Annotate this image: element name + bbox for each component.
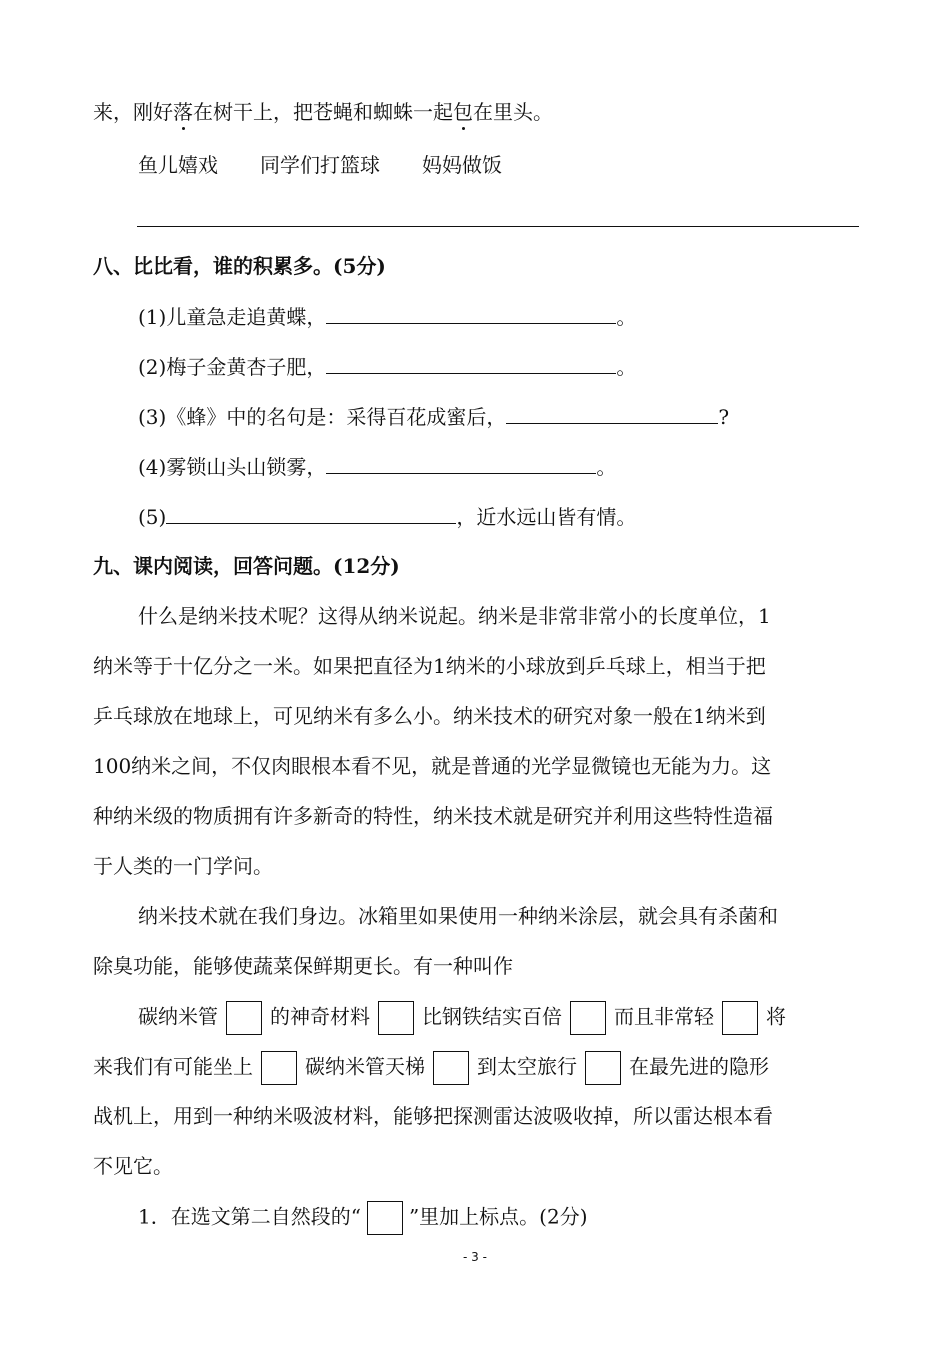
question-1 (138, 1201, 588, 1235)
item-text: (2)梅子金黄杏子肥， (138, 355, 327, 379)
fill-blank[interactable] (506, 401, 718, 424)
text-segment: 碳纳米管天梯 (305, 1054, 425, 1079)
punctuation-box[interactable] (570, 1001, 606, 1035)
text-segment: 在最先进的隐形 (629, 1054, 769, 1079)
fill-item (138, 301, 636, 332)
item-text: (1)儿童急走追黄蝶， (138, 305, 327, 329)
dotted-char: 包 (453, 97, 473, 127)
punctuation-box[interactable] (261, 1051, 297, 1085)
fill-blank[interactable] (166, 501, 456, 524)
fill-item (138, 351, 636, 382)
option-word: 妈妈做饭 (422, 153, 502, 177)
paragraph-line: 种纳米级的物质拥有许多新奇的特性，纳米技术就是研究并利用这些特性造福 (93, 804, 773, 828)
item-end: ，近水远山皆有情。 (456, 505, 637, 529)
text-segment: 将 (766, 1004, 786, 1029)
fill-item (138, 401, 729, 432)
fill-item (138, 451, 616, 482)
punctuation-box[interactable] (722, 1001, 758, 1035)
fill-blank[interactable] (326, 301, 616, 324)
item-end: ? (718, 405, 730, 429)
text-segment: 来我们有可能坐上 (93, 1054, 253, 1079)
paragraph-line: 什么是纳米技术呢？这得从纳米说起。纳米是非常非常小的长度单位，1 (138, 604, 771, 628)
answer-line[interactable] (137, 226, 859, 227)
paragraph-line: 纳米等于十亿分之一米。如果把直径为1纳米的小球放到乒乓球上，相当于把 (93, 654, 766, 678)
passage-continuation (93, 97, 553, 127)
fill-blank[interactable] (326, 451, 596, 474)
text-segment: 到太空旅行 (477, 1054, 577, 1079)
text-segment: 比钢铁结实百倍 (422, 1004, 562, 1029)
text-segment: 碳纳米管 (138, 1004, 218, 1029)
item-end: 。 (616, 355, 637, 379)
punctuation-box[interactable] (433, 1051, 469, 1085)
paragraph-line-with-boxes (138, 1001, 786, 1035)
text-segment: 而且非常轻 (614, 1004, 714, 1029)
section-heading: 九、课内阅读，回答问题。(12分) (93, 554, 400, 578)
dotted-char: 落 (173, 97, 193, 127)
option-word: 同学们打篮球 (260, 153, 380, 177)
text-segment: 在树干上，把苍蝇和蜘蛛一起 (193, 100, 453, 124)
punctuation-box[interactable] (585, 1051, 621, 1085)
paragraph-line: 乒乓球放在地球上，可见纳米有多么小。纳米技术的研究对象一般在1纳米到 (93, 704, 766, 728)
paragraph-line: 战机上，用到一种纳米吸波材料，能够把探测雷达波吸收掉，所以雷达根本看 (93, 1104, 773, 1128)
paragraph-line: 除臭功能，能够使蔬菜保鲜期更长。有一种叫作 (93, 954, 513, 978)
text-segment: 在里头。 (473, 100, 553, 124)
paragraph-line: 于人类的一门学问。 (93, 854, 273, 878)
paragraph-line: 纳米技术就在我们身边。冰箱里如果使用一种纳米涂层，就会具有杀菌和 (138, 904, 778, 928)
question-text: ”里加上标点。(2分) (408, 1204, 588, 1229)
question-text: 1．在选文第二自然段的“ (138, 1204, 361, 1229)
page-number: - 3 - (463, 1250, 487, 1264)
option-words (138, 150, 502, 180)
section-heading: 八、比比看，谁的积累多。(5分) (93, 254, 386, 278)
punctuation-box[interactable] (378, 1001, 414, 1035)
item-end: 。 (616, 305, 637, 329)
item-end: 。 (596, 455, 617, 479)
punctuation-box[interactable] (226, 1001, 262, 1035)
item-text: (5) (138, 505, 167, 529)
text-segment: 的神奇材料 (270, 1004, 370, 1029)
fill-blank[interactable] (326, 351, 616, 374)
paragraph-line: 不见它。 (93, 1154, 173, 1178)
punctuation-box[interactable] (367, 1201, 403, 1235)
item-text: (3)《蜂》中的名句是：采得百花成蜜后， (138, 405, 507, 429)
text-segment: 来，刚好 (93, 100, 173, 124)
option-word: 鱼儿嬉戏 (138, 153, 218, 177)
fill-item (138, 501, 636, 532)
paragraph-line-with-boxes (93, 1051, 769, 1085)
paragraph-line: 100纳米之间，不仅肉眼根本看不见，就是普通的光学显微镜也无能为力。这 (93, 754, 772, 778)
item-text: (4)雾锁山头山锁雾， (138, 455, 327, 479)
